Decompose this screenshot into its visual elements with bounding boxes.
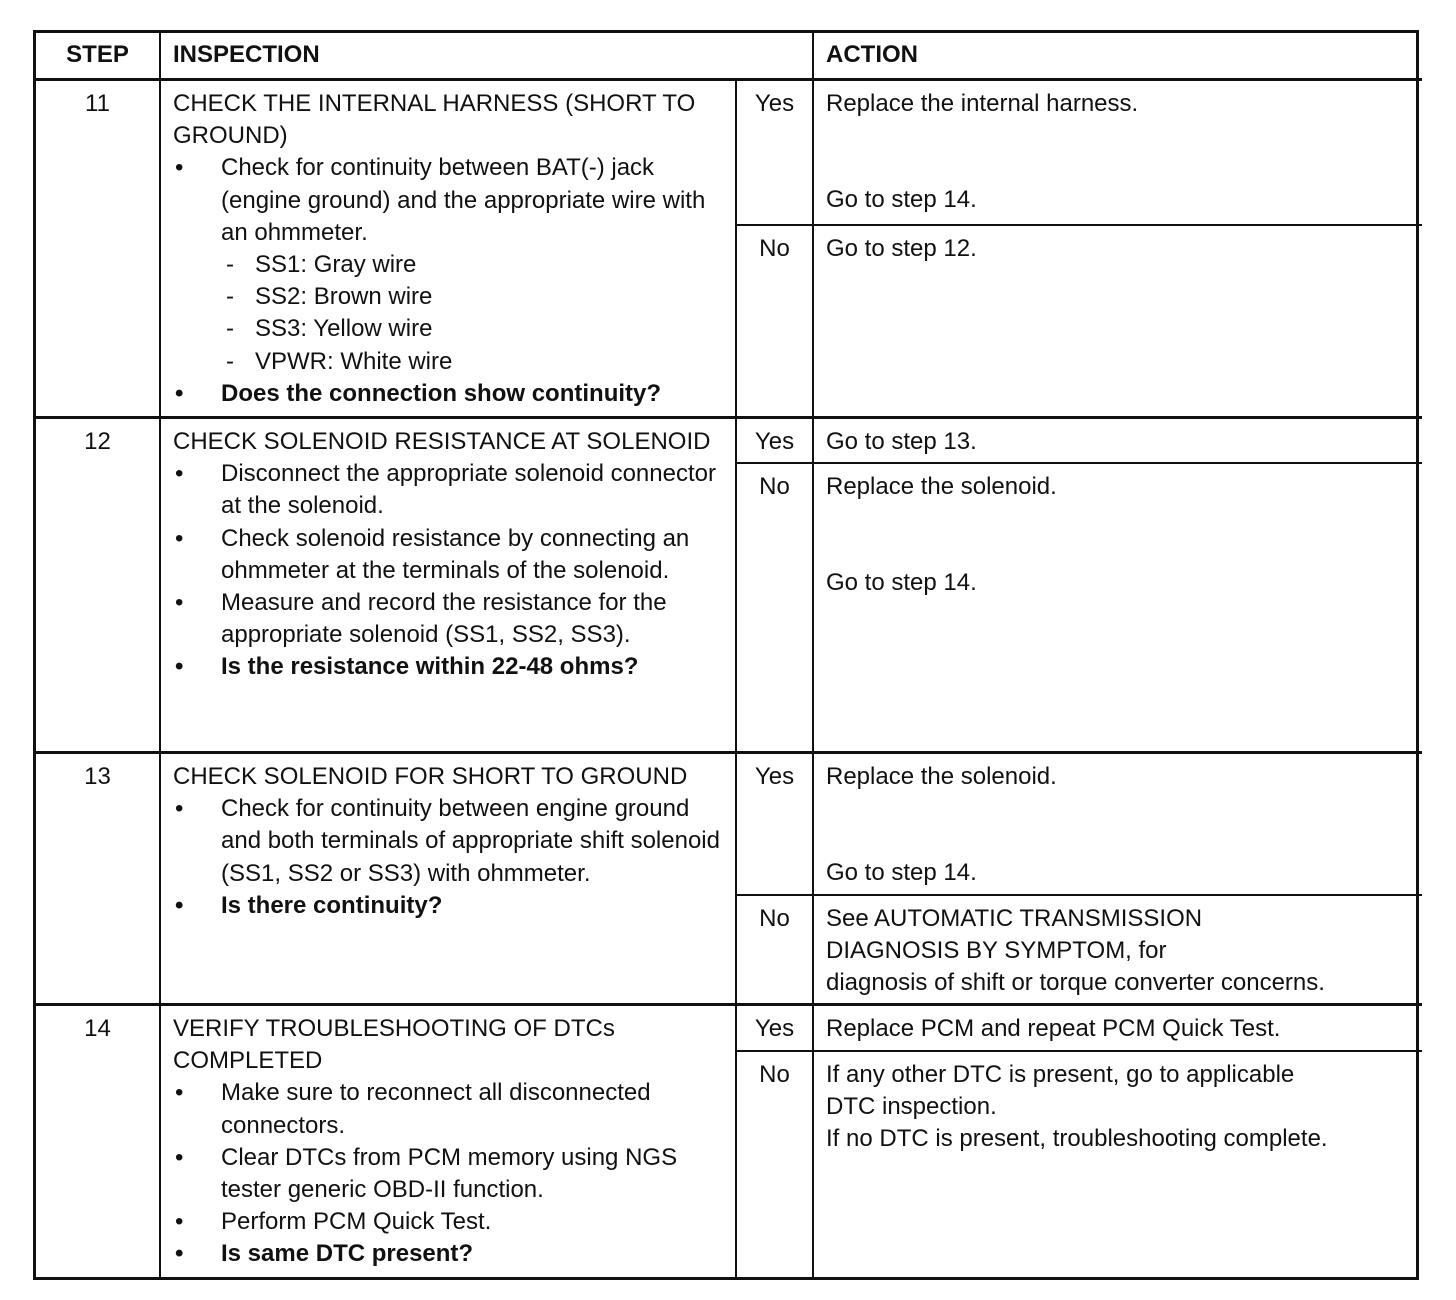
step-number-14: 14 [36, 1006, 161, 1277]
inspection-subitem: - SS1: Gray wire [173, 249, 729, 281]
inspection-bullet: • Measure and record the resistance for the appropriate solenoid (SS1, SS2, SS3). [173, 587, 729, 651]
inspection-bullet: • Perform PCM Quick Test. [173, 1206, 729, 1238]
inspection-subitem: - SS2: Brown wire [173, 281, 729, 313]
header-step: STEP [36, 33, 161, 81]
yes-label-14: Yes [737, 1006, 814, 1052]
action-text: Replace PCM and repeat PCM Quick Test. [826, 1015, 1281, 1042]
action-text: Go to step 14. [826, 569, 977, 597]
no-label-11: No [737, 226, 814, 419]
inspection-bullet: • Check solenoid resistance by connecting an ohmmeter at the terminals of the solenoid. [173, 523, 729, 587]
inspection-question: • Is same DTC present? [173, 1238, 729, 1270]
inspection-bullet: • Make sure to reconnect all disconnected connectors. [173, 1077, 729, 1141]
step-number-12: 12 [36, 419, 161, 754]
inspection-step-13 [161, 754, 737, 1006]
inspection-step-14 [161, 1006, 737, 1277]
action-text: DIAGNOSIS BY SYMPTOM, for [826, 937, 1167, 965]
yes-label-11: Yes [737, 81, 814, 226]
action-no-12 [814, 464, 1422, 754]
header-action: ACTION [814, 33, 1422, 81]
inspection-step-12 [161, 419, 737, 754]
inspection-title: CHECK SOLENOID RESISTANCE AT SOLENOID [173, 428, 711, 455]
action-text: DTC inspection. [826, 1093, 997, 1121]
inspection-title: CHECK SOLENOID FOR SHORT TO GROUND [173, 763, 688, 790]
action-no-14 [814, 1052, 1422, 1277]
inspection-question: • Does the connection show continuity? [173, 378, 729, 410]
action-yes-13 [814, 754, 1422, 896]
inspection-bullet: • Check for continuity between engine ground and both terminals of appropriate shift solenoid (SS1, SS2 or SS3) with ohmmeter. [173, 793, 729, 890]
inspection-bullet: • Clear DTCs from PCM memory using NGS tester generic OBD-II function. [173, 1142, 729, 1206]
action-yes-12 [814, 419, 1422, 464]
troubleshooting-table [33, 30, 1419, 1280]
action-no-13 [814, 896, 1422, 1006]
yes-label-13: Yes [737, 754, 814, 896]
inspection-subitem: - SS3: Yellow wire [173, 313, 729, 345]
inspection-subitem: - VPWR: White wire [173, 346, 729, 378]
action-text: Go to step 14. [826, 186, 977, 214]
action-text: Replace the internal harness. [826, 90, 1139, 117]
action-text: Go to step 14. [826, 859, 977, 887]
action-text: See AUTOMATIC TRANSMISSION [826, 905, 1203, 932]
step-number-13: 13 [36, 754, 161, 1006]
action-text: Replace the solenoid. [826, 473, 1057, 500]
inspection-bullet: • Check for continuity between BAT(-) jack (engine ground) and the appropriate wire with an ohmmeter. [173, 152, 729, 249]
no-label-13: No [737, 896, 814, 1006]
inspection-title: CHECK THE INTERNAL HARNESS (SHORT TO GROUND) [173, 90, 696, 150]
action-text: Replace the solenoid. [826, 763, 1057, 790]
inspection-title: VERIFY TROUBLESHOOTING OF DTCs COMPLETED [173, 1015, 615, 1075]
action-yes-14 [814, 1006, 1422, 1052]
action-yes-11 [814, 81, 1422, 226]
inspection-step-11 [161, 81, 737, 419]
no-label-14: No [737, 1052, 814, 1277]
no-label-12: No [737, 464, 814, 754]
yes-label-12: Yes [737, 419, 814, 464]
step-number-11: 11 [36, 81, 161, 419]
inspection-question: • Is the resistance within 22-48 ohms? [173, 651, 729, 683]
action-text: If any other DTC is present, go to applicable [826, 1061, 1295, 1088]
action-text: diagnosis of shift or torque converter concerns. [826, 969, 1325, 997]
inspection-bullet: • Disconnect the appropriate solenoid connector at the solenoid. [173, 458, 729, 522]
action-no-11 [814, 226, 1422, 419]
action-text: Go to step 12. [826, 235, 977, 262]
action-text: If no DTC is present, troubleshooting complete. [826, 1125, 1328, 1153]
action-text: Go to step 13. [826, 428, 977, 455]
header-inspection: INSPECTION [161, 33, 814, 81]
inspection-question: • Is there continuity? [173, 890, 729, 922]
